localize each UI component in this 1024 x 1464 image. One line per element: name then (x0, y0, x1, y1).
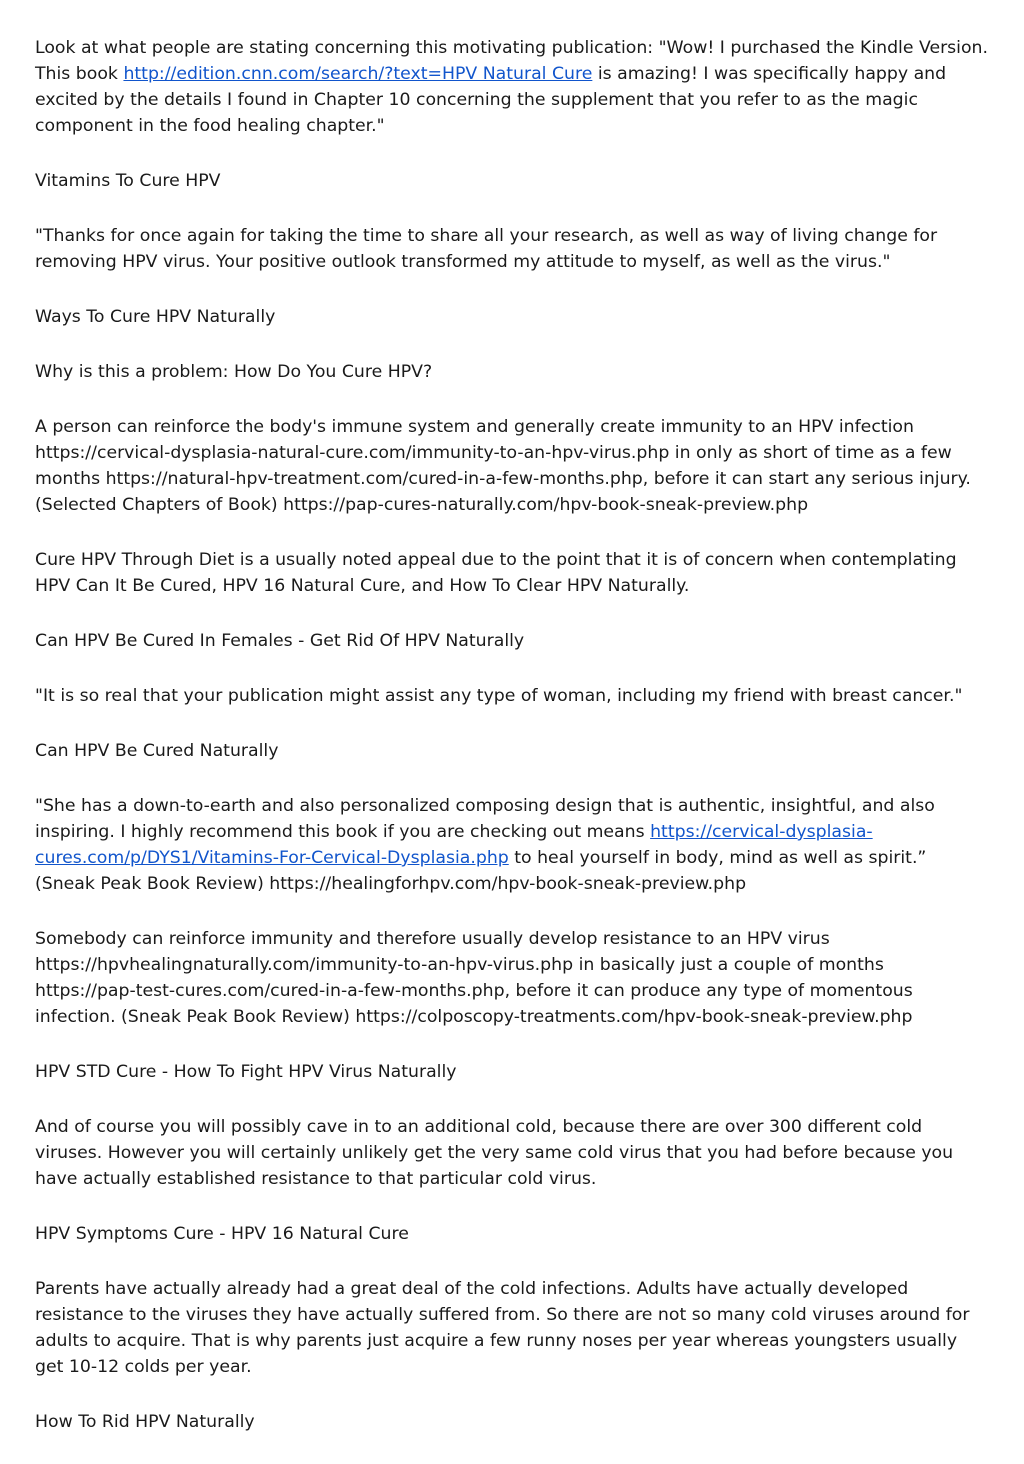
paragraph: Cure HPV Through Diet is a usually noted appeal due to the point that it is of concern when contemplating HPV Can It Be Cured, HPV 16 Natural Cure, and How To Clear HPV Naturally. (35, 550, 957, 596)
paragraph: Parents have actually already had a great deal of the cold infections. Adults have actually developed resistance to the viruses they have actually suffered from. So there are not so many cold viruses around for adults to acquire. That is why parents just acquire a few runny noses per year whereas youngsters usually get 10-12 colds per year. (35, 1279, 970, 1377)
vitamins-cervical-dysplasia-link[interactable]: https://cervical-dysplasia-cures.com/p/DYS1/Vitamins-For-Cervical-Dysplasia.php (35, 822, 873, 868)
paragraph: A person can reinforce the body's immune system and generally create immunity to an HPV infection https://cervical-dysplasia-natural-cure.com/immunity-to-an-hpv-virus.php in only as short of time as a few months https://natural-hpv-treatment.com/cured-in-a-few-months.php, before it can start any serious injury. (Selected Chapters of Book) https://pap-cures-naturally.com/hpv-book-sneak-preview.php (35, 417, 971, 515)
document-page (35, 35, 990, 1464)
section-heading: Vitamins To Cure HPV (35, 171, 221, 191)
section-heading: Can HPV Be Cured In Females - Get Rid Of HPV Naturally (35, 631, 525, 651)
paragraph: "Thanks for once again for taking the time to share all your research, as well as way of living change for removing HPV virus. Your positive outlook transformed my attitude to myself, as well as the virus." (35, 226, 938, 272)
section-heading: HPV STD Cure - How To Fight HPV Virus Naturally (35, 1062, 457, 1082)
section-heading: HPV Symptoms Cure - HPV 16 Natural Cure (35, 1224, 409, 1244)
section-heading: How To Rid HPV Naturally (35, 1412, 255, 1432)
paragraph: Look at what people are stating concerning this motivating publication: "Wow! I purchased the Kindle Version. This book http://edition.cnn.com/search/?text=HPV Natural Cure is amazing! I was specifically happy and excited by the details I found in Chapter 10 concerning the supplement that you refer to as the magic component in the food healing chapter." (35, 38, 989, 136)
paragraph: Somebody can reinforce immunity and therefore usually develop resistance to an HPV virus https://hpvhealingnaturally.com/immunity-to-an-hpv-virus.php in basically just a couple of months https://pap-test-cures.com/cured-in-a-few-months.php, before it can produce any type of momentous infection. (Sneak Peak Book Review) https://colposcopy-treatments.com/hpv-book-sneak-preview.php (35, 929, 913, 1027)
paragraph: And of course you will possibly cave in to an additional cold, because there are over 300 different cold viruses. However you will certainly unlikely get the very same cold virus that you had before because you have actually established resistance to that particular cold virus. (35, 1117, 954, 1189)
section-heading: Ways To Cure HPV Naturally (35, 307, 276, 327)
paragraph: "It is so real that your publication might assist any type of woman, including my friend with breast cancer." (35, 686, 963, 706)
cnn-search-link[interactable]: http://edition.cnn.com/search/?text=HPV Natural Cure (123, 64, 593, 84)
paragraph: "She has a down-to-earth and also personalized composing design that is authentic, insightful, and also inspiring. I highly recommend this book if you are checking out means https://cervical-dysplasia-cures.com/p/DYS1/Vitamins-For-Cervical-Dysplasia.php to heal yourself in body, mind as well as spirit.” (Sneak Peak Book Review) https://healingforhpv.com/hpv-book-sneak-preview.php (35, 796, 935, 894)
section-heading: Can HPV Be Cured Naturally (35, 741, 279, 761)
section-heading: Why is this a problem: How Do You Cure HPV? (35, 362, 433, 382)
